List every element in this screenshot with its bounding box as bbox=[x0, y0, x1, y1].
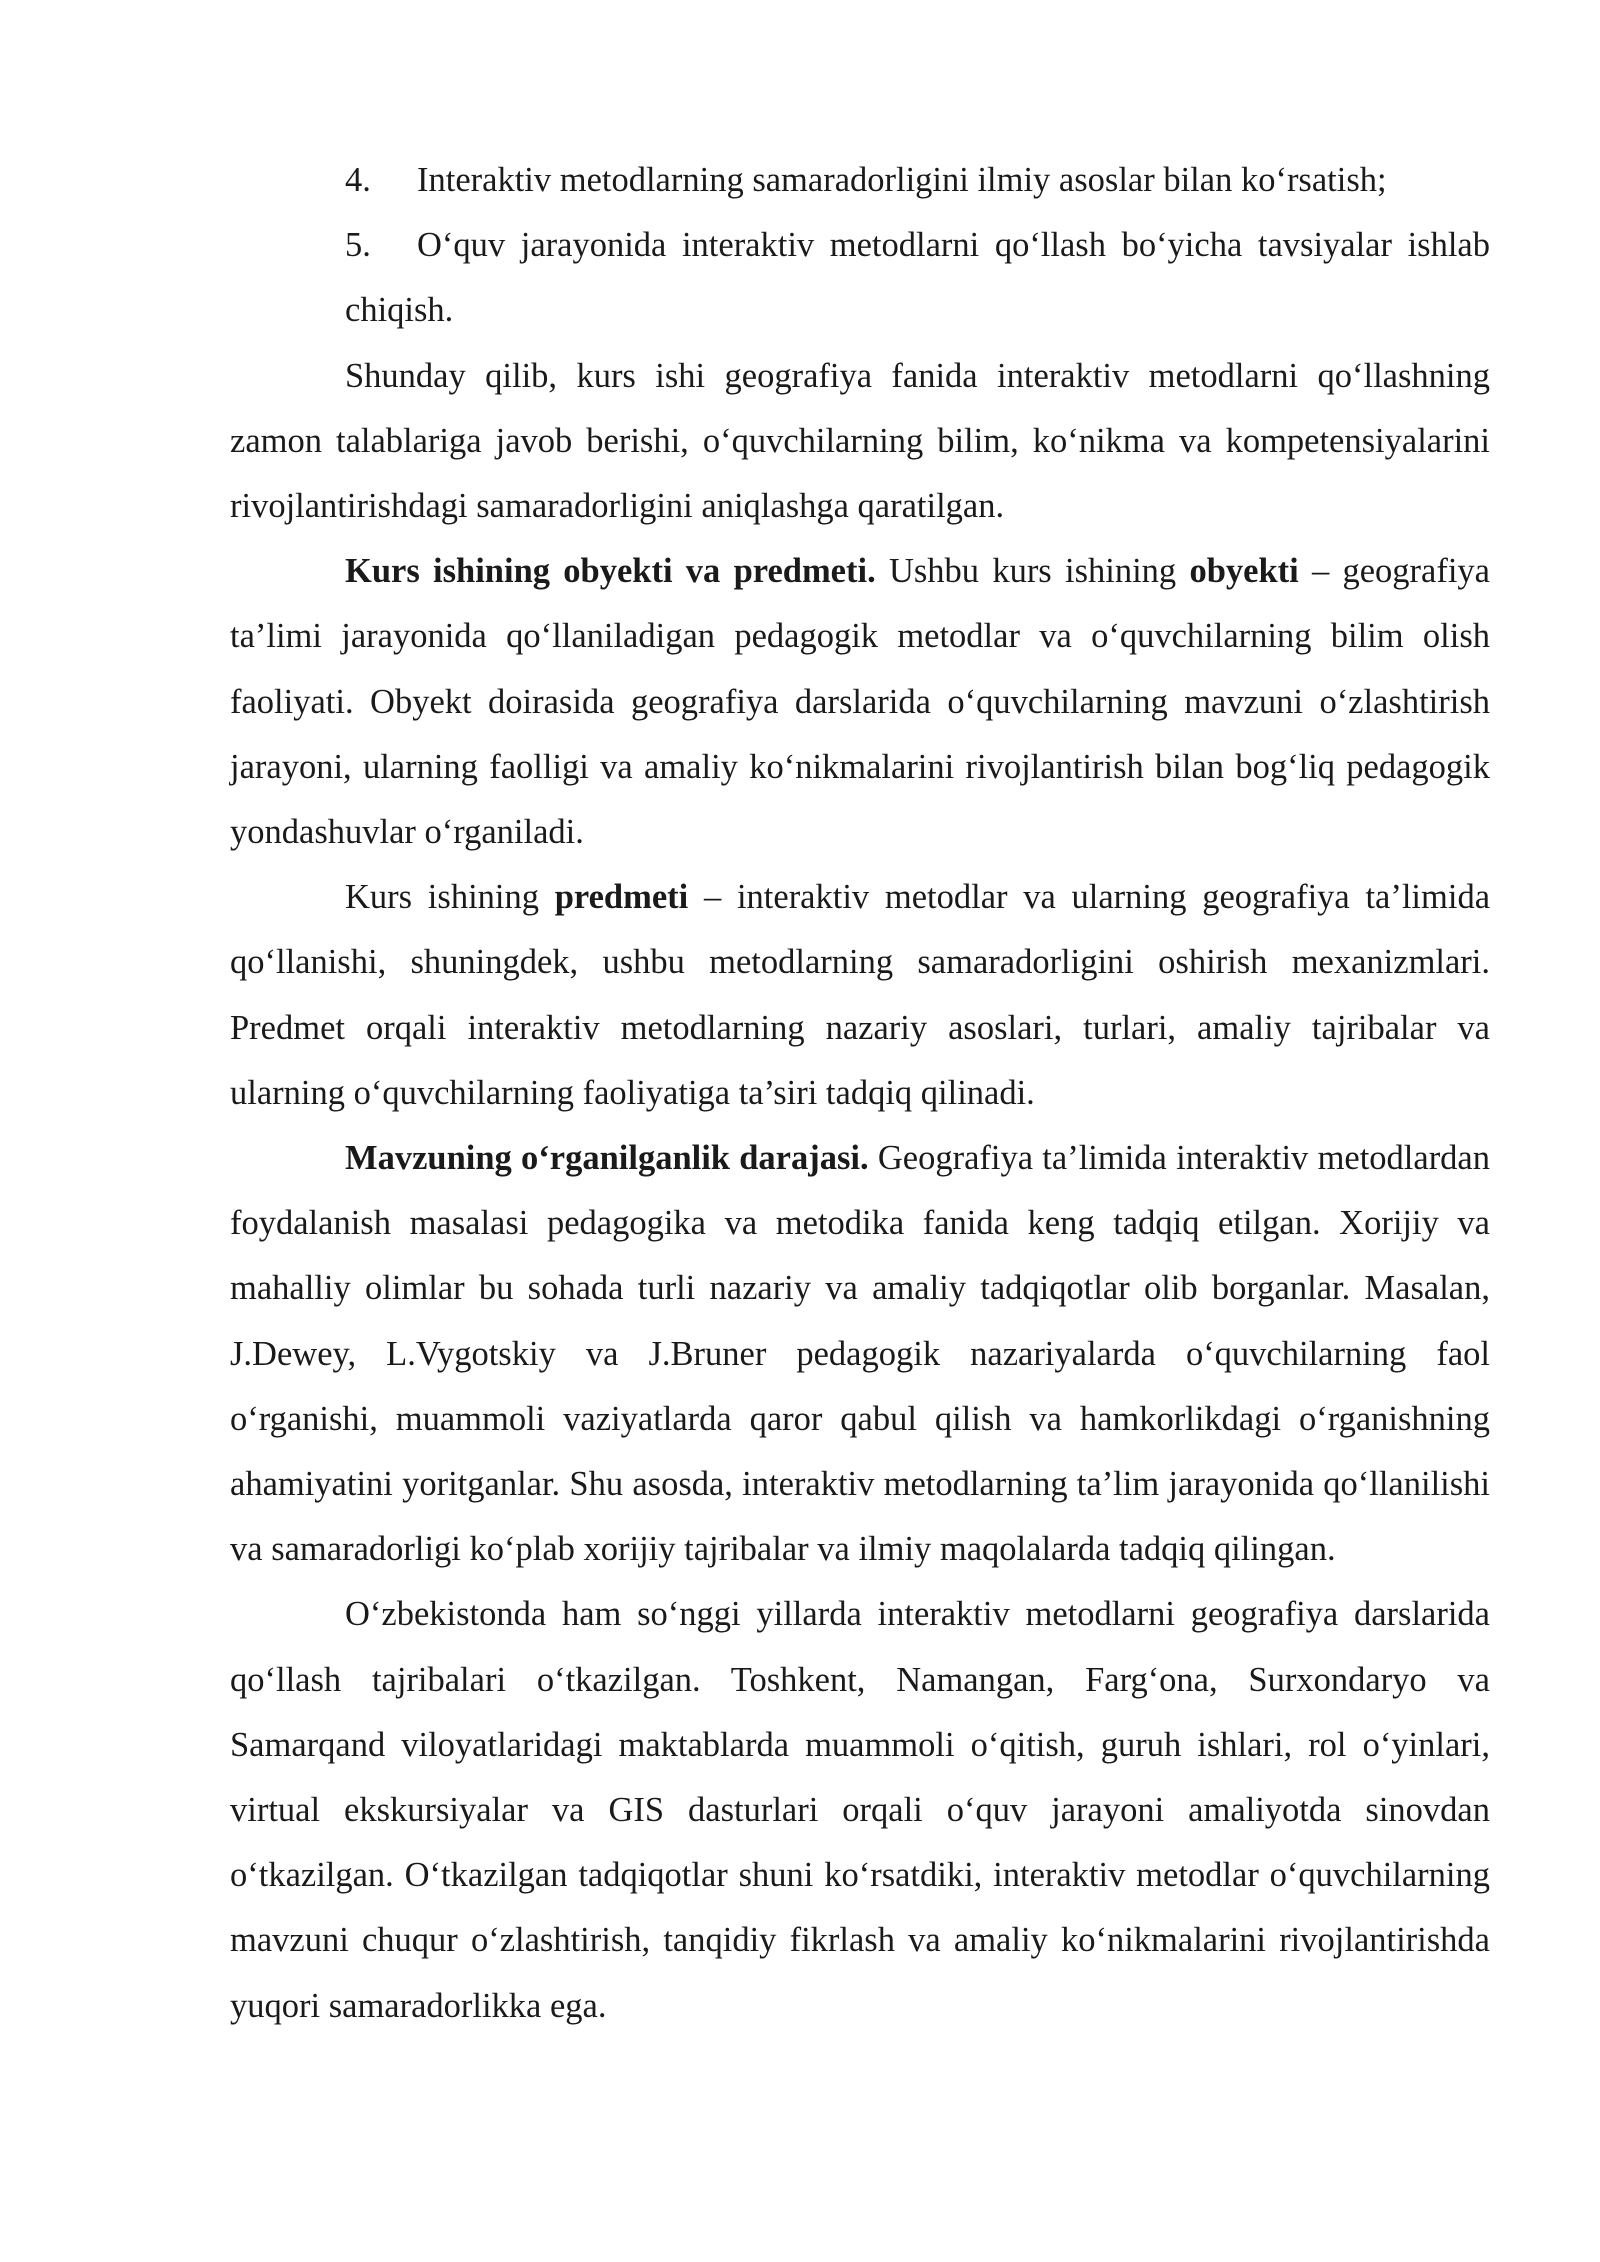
bold-term: predmeti bbox=[554, 878, 689, 917]
list-text: O‘quv jarayonida interaktiv metodlarni qo‘llash bo‘yicha tavsiyalar ishlab chiqish. bbox=[345, 226, 1490, 330]
paragraph-text: – geografiya ta’limi jarayonida qo‘llaniladigan pedagogik metodlar va o‘quvchilarning bilim olish faoliyati. Obyekt doirasida geografiya darslarida o‘quvchilarning mavzuni o‘zlashtirish jarayoni, ularning faolligi va amaliy ko‘nikmalarini rivojlantirish bilan bog‘liq pedagogik yondashuvlar o‘rganiladi. bbox=[230, 552, 1490, 852]
paragraph-text: Kurs ishining bbox=[345, 878, 555, 917]
paragraph-text: Geografiya ta’limida interaktiv metodlardan foydalanish masalasi pedagogika va metodika fanida keng tadqiq etilgan. Xorijiy va mahalliy olimlar bu sohada turli nazariy va amaliy tadqiqotlar olib borganlar. Masalan, J.Dewey, L.Vygotskiy va J.Bruner pedagogik nazariyalarda o‘quvchilarning faol o‘rganishi, muammoli vaziyatlarda qaror qabul qilish va hamkorlikdagi o‘rganishning ahamiyatini yoritganlar. Shu asosda, interaktiv metodlarning ta’lim jarayonida qo‘llanilishi va samaradorligi ko‘plab xorijiy tajribalar va ilmiy maqolalarda tadqiq qilingan. bbox=[230, 1139, 1490, 1569]
section-heading: Kurs ishining obyekti va predmeti. bbox=[345, 552, 876, 591]
bold-term: obyekti bbox=[1189, 552, 1299, 591]
paragraph-object-subject bbox=[230, 539, 1490, 865]
list-number: 5. bbox=[345, 226, 371, 265]
paragraph-research-degree bbox=[230, 1126, 1490, 1582]
list-text: Interaktiv metodlarning samaradorligini ilmiy asoslar bilan ko‘rsatish; bbox=[417, 161, 1387, 199]
paragraph-text: – interaktiv metodlar va ularning geografiya ta’limida qo‘llanishi, shuningdek, ushbu metodlarning samaradorligini oshirish mexanizmlari. Predmet orqali interaktiv metodlarning nazariy asoslari, turlari, amaliy tajribalar va ularning o‘quvchilarning faoliyatiga ta’siri tadqiq qilinadi. bbox=[230, 878, 1491, 1112]
list-number: 4. bbox=[345, 161, 371, 199]
list-item-5 bbox=[230, 213, 1490, 343]
section-heading: Mavzuning o‘rganilganlik darajasi. bbox=[345, 1139, 869, 1178]
list-item-4 bbox=[230, 148, 1490, 213]
document-body bbox=[230, 148, 1490, 2039]
paragraph-summary: Shunday qilib, kurs ishi geografiya fanida interaktiv metodlarni qo‘llashning zamon talablariga javob berishi, o‘quvchilarning bilim, ko‘nikma va kompetensiyalarini rivojlantirishdagi samaradorligini aniqlashga qaratilgan. bbox=[230, 356, 1490, 526]
paragraph-text: Ushbu kurs ishining bbox=[875, 552, 1190, 591]
paragraph-subject bbox=[230, 865, 1490, 1126]
paragraph-uzbekistan: O‘zbekistonda ham so‘nggi yillarda interaktiv metodlarni geografiya darslarida qo‘llash tajribalari o‘tkazilgan. Toshkent, Namangan, Farg‘ona, Surxondaryo va Samarqand viloyatlaridagi maktablarda muammoli o‘qitish, guruh ishlari, rol o‘yinlari, virtual ekskursiyalar va GIS dasturlari orqali o‘quv jarayoni amaliyotda sinovdan o‘tkazilgan. O‘tkazilgan tadqiqotlar shuni ko‘rsatdiki, interaktiv metodlar o‘quvchilarning mavzuni chuqur o‘zlashtirish, tanqidiy fikrlash va amaliy ko‘nikmalarini rivojlantirishda yuqori samaradorlikka ega. bbox=[230, 1595, 1490, 2025]
